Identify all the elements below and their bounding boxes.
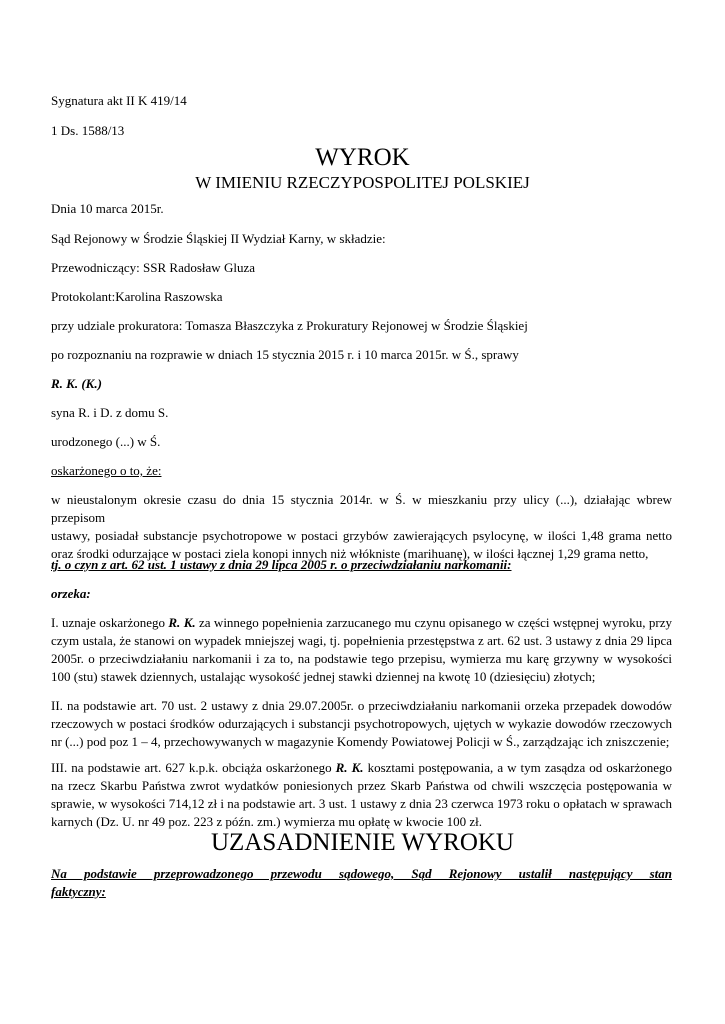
defendant-name: R. K. (K.) bbox=[51, 376, 102, 391]
charge-line: w nieustalonym okresie czasu do dnia 15 stycznia 2014r. w Ś. w mieszkaniu przy ulicy (...), działając wbrew przepisom bbox=[51, 492, 672, 525]
case-signature: Sygnatura akt II K 419/14 bbox=[51, 93, 187, 108]
point-three bbox=[51, 759, 672, 831]
point-line: 2005r. o przeciwdziałaniu narkomanii i za to, na podstawie tego przepisu, wymierza mu karę grzywny w wysokości bbox=[51, 651, 672, 666]
point-text: I. uznaje oskarżonego bbox=[51, 615, 169, 630]
justification-line: faktyczny: bbox=[51, 884, 106, 899]
justification-intro bbox=[51, 865, 672, 901]
defendant-name-inline: R. K. bbox=[335, 760, 364, 775]
point-line: na rzecz Skarbu Państwa zwrot wydatków poniesionych przez Skarb Państwa od chwili wszczęcia postępowania w bbox=[51, 778, 672, 793]
point-one bbox=[51, 614, 672, 686]
point-line: sprawie, w wysokości 714,12 zł i na podstawie art. 3 ust. 1 ustawy z dnia 23 czerwca 1973 roku o opłatach w sprawach bbox=[51, 796, 672, 811]
point-line bbox=[51, 614, 672, 632]
document-title: WYROK bbox=[315, 144, 410, 171]
point-line: II. na podstawie art. 70 ust. 2 ustawy z dnia 29.07.2005r. o przeciwdziałaniu narkomanii orzeka przepadek dowodów bbox=[51, 698, 672, 713]
charge-line: oraz środki odurzające w postaci ziela konopi innych niż włókniste (marihuanę), w ilości łącznej 1,29 grama netto, bbox=[51, 546, 649, 561]
court-clerk: Protokolant:Karolina Raszowska bbox=[51, 289, 223, 304]
court-composition: Sąd Rejonowy w Środzie Śląskiej II Wydział Karny, w składzie: bbox=[51, 231, 386, 246]
prosecutor-line: przy udziale prokuratora: Tomasza Błaszczyka z Prokuratury Rejonowej w Środzie Śląskiej bbox=[51, 318, 528, 333]
point-text: kosztami postępowania, a w tym zasądza od oskarżonego bbox=[363, 760, 673, 775]
presiding-judge: Przewodniczący: SSR Radosław Gluza bbox=[51, 260, 255, 275]
point-line bbox=[51, 759, 672, 777]
point-line: czym ustala, że stanowi on wypadek mniejszej wagi, tj. popełnienia przestępstwa z art. 62 ust. 3 ustawy z dnia 29 lipca bbox=[51, 633, 672, 648]
charge-line: ustawy, posiadał substancje psychotropowe w postaci grzybów zawierających psylocynę, w ilości 1,48 grama netto bbox=[51, 528, 672, 543]
point-line: 100 (stu) stawek dziennych, ustalając wysokość jednej stawki dziennej na kwotę 10 (dziesięciu) złotych; bbox=[51, 669, 596, 684]
orders-label: orzeka: bbox=[51, 586, 91, 601]
point-two bbox=[51, 697, 672, 751]
point-text: III. na podstawie art. 627 k.p.k. obciąża oskarżonego bbox=[51, 760, 336, 775]
judgment-date: Dnia 10 marca 2015r. bbox=[51, 201, 164, 216]
point-line: rzeczowych w postaci środków odurzających i substancji psychotropowych, ujętych w wykazie dowodów rzeczowych bbox=[51, 716, 672, 731]
justification-title: UZASADNIENIE WYROKU bbox=[211, 829, 514, 856]
defendant-parents: syna R. i D. z domu S. bbox=[51, 405, 169, 420]
defendant-name-inline: R. K. bbox=[168, 615, 196, 630]
ds-number: 1 Ds. 1588/13 bbox=[51, 123, 125, 138]
hearing-line: po rozpoznaniu na rozprawie w dniach 15 stycznia 2015 r. i 10 marca 2015r. w Ś., sprawy bbox=[51, 347, 519, 362]
charged-label: oskarżonego o to, że: bbox=[51, 463, 162, 478]
legal-basis: tj. o czyn z art. 62 ust. 1 ustawy z dnia 29 lipca 2005 r. o przeciwdziałaniu narkomanii: bbox=[51, 557, 512, 572]
point-line: nr (...) pod poz 1 – 4, przechowywanych w magazynie Komendy Powiatowej Policji w Ś., zarządzając ich zniszczenie; bbox=[51, 734, 670, 749]
document-subtitle: W IMIENIU RZECZYPOSPOLITEJ POLSKIEJ bbox=[195, 173, 530, 192]
point-line: karnych (Dz. U. nr 49 poz. 223 z późn. zm.) wymierza mu opłatę w kwocie 100 zł. bbox=[51, 814, 483, 829]
justification-line: Na podstawie przeprowadzonego przewodu sądowego, Sąd Rejonowy ustalił następujący stan bbox=[51, 866, 672, 881]
point-text: za winnego popełnienia zarzucanego mu czynu opisanego w części wstępnej wyroku, przy bbox=[195, 615, 672, 630]
defendant-birth: urodzonego (...) w Ś. bbox=[51, 434, 161, 449]
charge-description bbox=[51, 491, 672, 563]
